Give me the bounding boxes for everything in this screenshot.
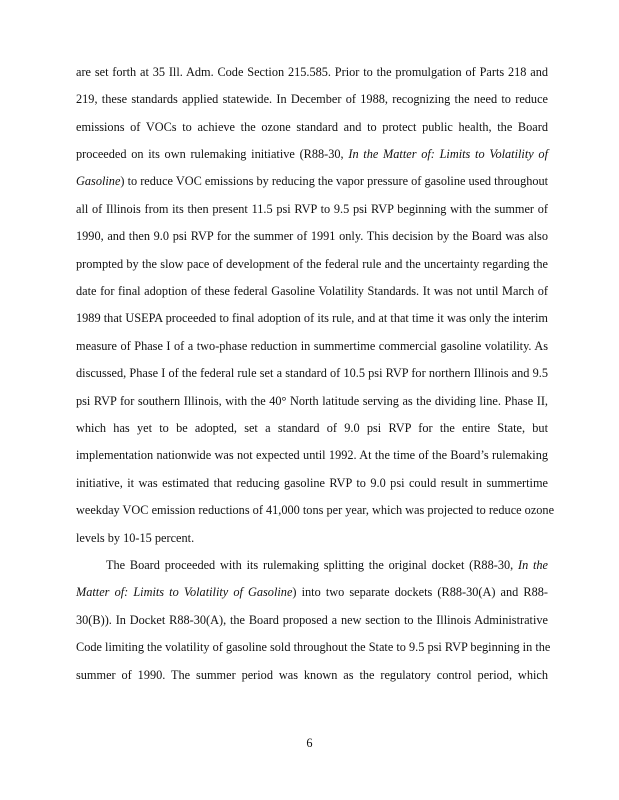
text-line: levels by 10-15 percent.: [76, 531, 195, 545]
text-line: Matter of: Limits to Volatility of Gasoline) into two separate dockets (R88-30(A) and R88-: [76, 585, 549, 599]
case-title-italic: In the Matter of: Limits to Volatility of: [348, 147, 548, 161]
text-line: discussed, Phase I of the federal rule set a standard of 10.5 psi RVP for northern Illinois and 9.5: [76, 366, 548, 380]
case-title-italic: Matter of: Limits to Volatility of Gasoline: [76, 585, 293, 599]
text-line: measure of Phase I of a two-phase reduction in summertime commercial gasoline volatility. As: [76, 339, 548, 353]
text-line: 1990, and then 9.0 psi RVP for the summer of 1991 only. This decision by the Board was also: [76, 229, 548, 243]
text-line: The Board proceeded with its rulemaking splitting the original docket (R88-30, In the: [106, 558, 548, 572]
page-number: 6: [306, 736, 313, 750]
text-line: all of Illinois from its then present 11.5 psi RVP to 9.5 psi RVP beginning with the summer of: [76, 202, 548, 216]
text-line: prompted by the slow pace of development of the federal rule and the uncertainty regarding the: [76, 257, 548, 271]
text-line: summer of 1990. The summer period was known as the regulatory control period, which: [76, 668, 548, 682]
text-line: Gasoline) to reduce VOC emissions by reducing the vapor pressure of gasoline used throughout: [76, 174, 549, 188]
text-line: 1989 that USEPA proceeded to final adoption of its rule, and at that time it was only the interim: [76, 311, 548, 325]
text-line: psi RVP for southern Illinois, with the 40° North latitude serving as the dividing line. Phase II,: [76, 394, 548, 408]
text-line: 30(B)). In Docket R88-30(A), the Board proposed a new section to the Illinois Administrative: [76, 613, 548, 627]
text-line: initiative, it was estimated that reducing gasoline RVP to 9.0 psi could result in summertime: [76, 476, 548, 490]
text-line: weekday VOC emission reductions of 41,000 tons per year, which was projected to reduce ozone: [76, 503, 555, 517]
text-line: are set forth at 35 Ill. Adm. Code Section 215.585. Prior to the promulgation of Parts 218 and: [76, 65, 548, 79]
text-line: date for final adoption of these federal Gasoline Volatility Standards. It was not until March of: [76, 284, 548, 298]
case-title-italic: Gasoline: [76, 174, 121, 188]
text-line: emissions of VOCs to achieve the ozone standard and to protect public health, the Board: [76, 120, 548, 134]
text-line: which has yet to be adopted, set a standard of 9.0 psi RVP for the entire State, but: [76, 421, 548, 435]
text-line: implementation nationwide was not expected until 1992. At the time of the Board’s rulemaking: [76, 448, 548, 462]
case-title-italic: In the: [517, 558, 548, 572]
text-line: proceeded on its own rulemaking initiative (R88-30, In the Matter of: Limits to Volatility of: [76, 147, 548, 161]
text-line: 219, these standards applied statewide. In December of 1988, recognizing the need to reduce: [76, 92, 548, 106]
text-line: Code limiting the volatility of gasoline sold throughout the State to 9.5 psi RVP beginning in the: [76, 640, 551, 654]
